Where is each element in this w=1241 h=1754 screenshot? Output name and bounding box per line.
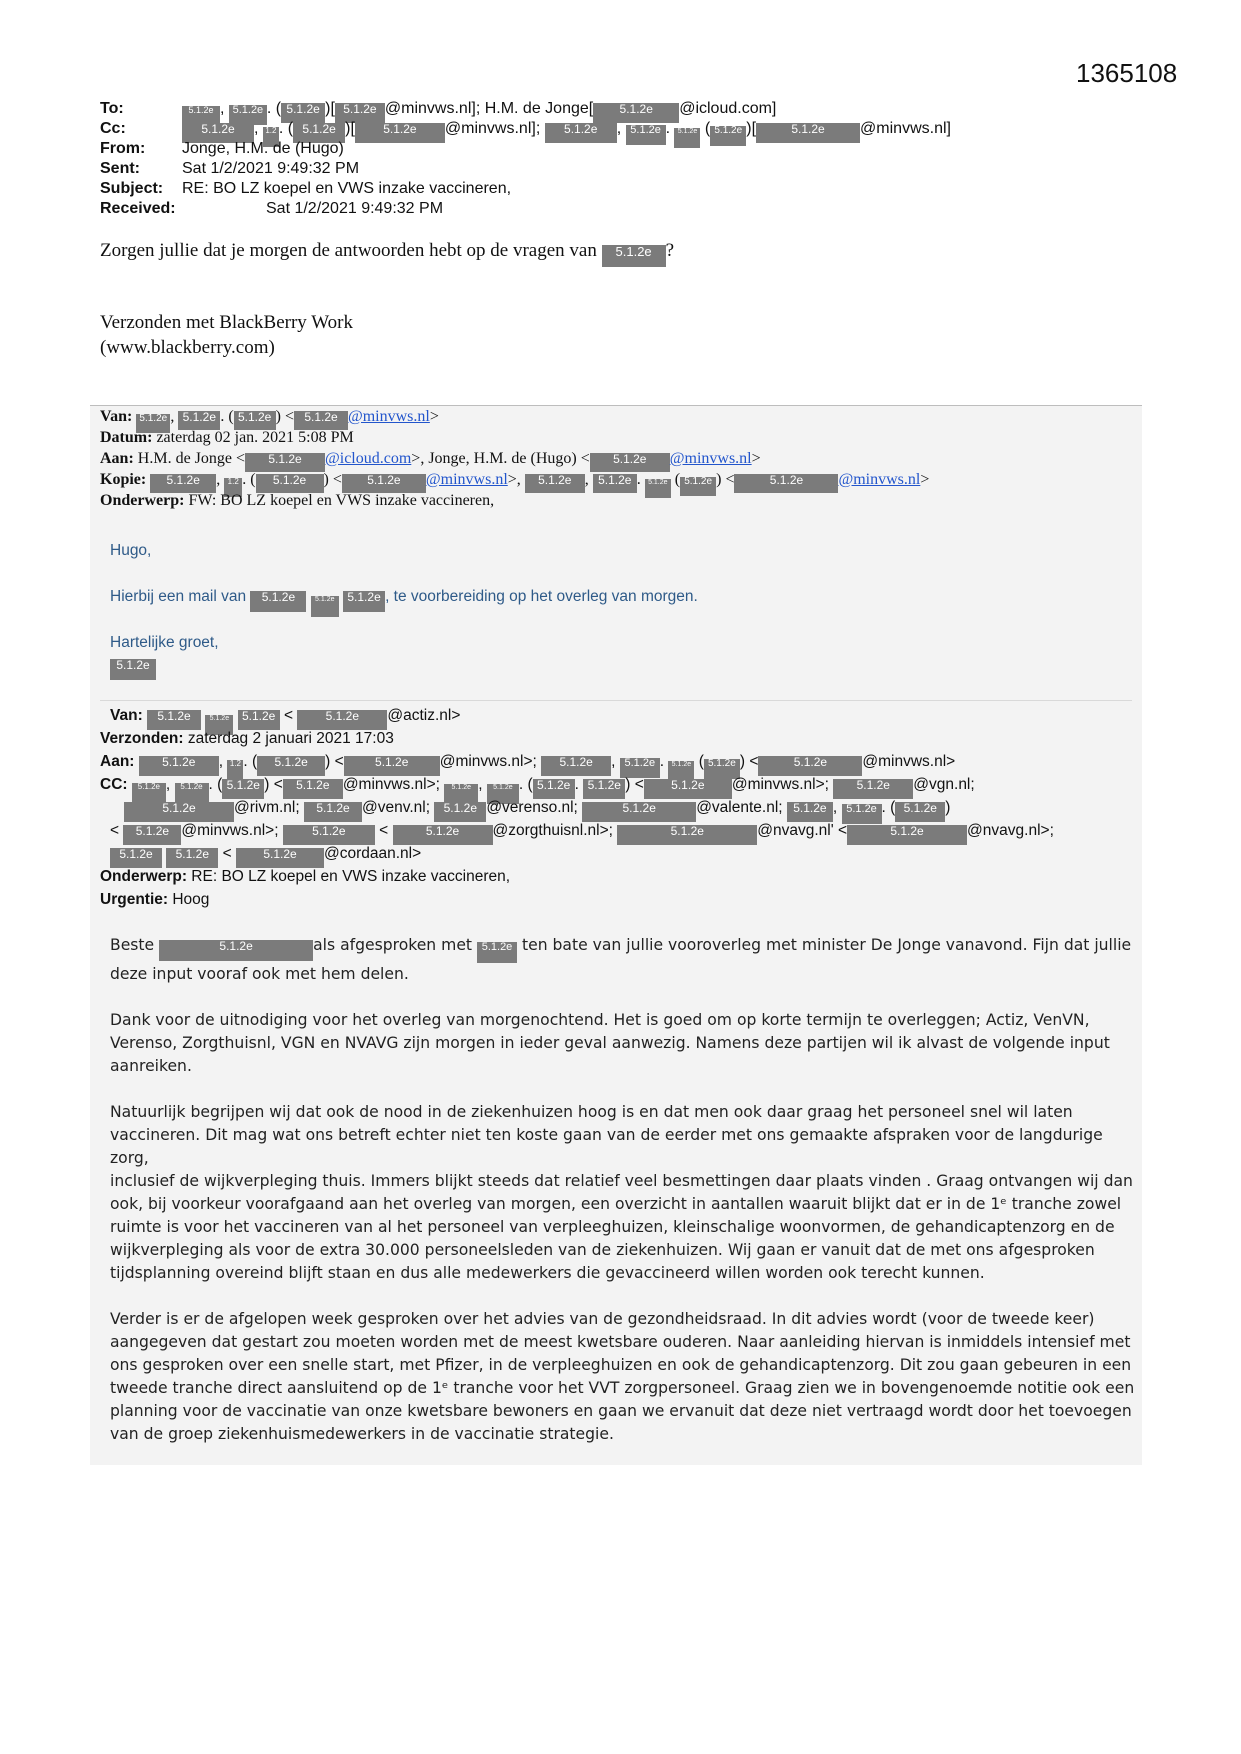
orig-cc-row-2: 5.1.2e @rivm.nl; 5.1.2e @venv.nl; 5.1.2e @verenso.nl; 5.1.2e @valente.nl; 5.1.2e , 5.1.2e . ( 5.1.2e ) [124,799,950,824]
redaction-box: 5.1.2e [132,783,166,803]
redaction-box: 5.1.2e [283,779,343,799]
redaction-box: 5.1.2e [256,474,324,493]
redaction-box: 5.1.2e [343,591,385,612]
redaction-box: 5.1.2e [758,756,862,776]
redaction-box: 5.1.2e [842,804,882,824]
redaction-box: 5.1.2e [895,802,945,822]
to-value: 5.1.2e , 5.1.2e . ( 5.1.2e )[ 5.1.2e @minvws.nl]; H.M. de Jonge[ 5.1.2e @icloud.com] [182,100,776,126]
orig-cc-row-1: CC: 5.1.2e , 5.1.2e . ( 5.1.2e ) < 5.1.2e @minvws.nl>; 5.1.2e , 5.1.2e . ( 5.1.2e . 5.1.2e ) < 5.1.2e @minvws.nl>; 5.1.2e @vgn.nl; [100,776,975,804]
redaction-box: 5.1.2e [583,779,625,799]
redaction-box: 5.1.2e [147,710,201,730]
paragraph-3-line: wijkverpleging als voor de extra 30.000 personeelsleden van de ziekenhuizen. Wij gaan er vanuit dat de met ons afgesproken [110,1241,1095,1259]
redaction-box: 5.1.2e [434,802,486,822]
redaction-box: 5.1.2e [234,411,276,430]
subject-label: Subject: [100,180,164,197]
redaction-box: 5.1.2e [344,756,440,776]
sent-label: Sent: [100,160,140,177]
redaction-box: 5.1.2e [166,848,218,868]
redaction-box: 5.1.2e [205,715,233,735]
redaction-box: 5.1.2e [626,125,666,145]
paragraph-3 [110,1101,1140,1285]
cc-value: 5.1.2e , 1.2 . ( 5.1.2e )[ 5.1.2e @minvws.nl]; 5.1.2e , 5.1.2e . 5.1.2e ( 5.1.2e )[ 5.1.2e @minvws.nl] [182,120,951,148]
redaction-box: 5.1.2e [182,123,254,143]
redaction-box: 5.1.2e [477,942,517,963]
redaction-box: 1.2 [263,127,279,147]
redaction-box: 5.1.2e [222,779,264,799]
redaction-box: 5.1.2e [674,128,700,148]
redaction-box: 5.1.2e [533,779,575,799]
from-value: Jonge, H.M. de (Hugo) [182,140,344,157]
redaction-box: 5.1.2e [178,411,220,430]
redaction-box: 5.1.2e [110,659,156,680]
redaction-box: 5.1.2e [175,783,209,803]
redaction-box: 5.1.2e [644,779,732,799]
orig-urgentie-row: Urgentie: Hoog [100,891,210,908]
redaction-box: 5.1.2e [787,802,833,822]
paragraph-3-line: ook, bij voorkeur voorafgaand aan het overleg van morgen, een overzicht in aantallen waaruit blijkt dat er in de 1ᵉ tranche zowel [110,1195,1122,1213]
redaction-box: 5.1.2e [487,784,519,804]
redaction-box: 5.1.2e [281,103,325,123]
orig-van-row: Van: 5.1.2e 5.1.2e 5.1.2e < 5.1.2e @actiz.nl> [110,707,460,735]
signature-line-2: (www.blackberry.com) [100,337,275,358]
redaction-box: 5.1.2e [123,825,181,845]
redaction-box: 5.1.2e [833,779,913,799]
redaction-box: 5.1.2e [355,123,445,143]
redaction-box: 5.1.2e [602,245,666,267]
redaction-box: 5.1.2e [139,756,219,776]
paragraph-1: Beste 5.1.2e als afgesproken met 5.1.2e ten bate van jullie vooroverleg met minister De Jonge vanavond. Fijn dat jullie [110,934,1140,963]
to-label: To: [100,100,124,117]
fw-greeting: Hugo, [110,542,152,559]
subject-value: RE: BO LZ koepel en VWS inzake vaccineren, [182,180,512,197]
redaction-box: 5.1.2e [297,710,387,730]
orig-onderwerp-row: Onderwerp: RE: BO LZ koepel en VWS inzake vaccineren, [100,868,511,885]
paragraph-4-line: tweede tranche direct aansluitend op de 1ᵉ tranche voor het VVT zorgpersoneel. Graag zien we in bovengenoemde notitie ook een [110,1379,1135,1397]
received-value: Sat 1/2/2021 9:49:32 PM [266,200,444,217]
divider-line [90,405,1142,406]
fw-kopie-row: Kopie: 5.1.2e , 1.2 . ( 5.1.2e ) < 5.1.2e @minvws.nl>, 5.1.2e , 5.1.2e . 5.1.2e ( 5.1.2e ) < 5.1.2e @minvws.nl> [100,471,929,498]
redaction-box: 5.1.2e [734,474,838,493]
redaction-box: 5.1.2e [342,474,426,493]
redaction-box: 5.1.2e [444,784,478,804]
redaction-box: 5.1.2e [236,848,324,868]
paragraph-4-line: aangegeven dat gestart zou moeten worden met de meest kwetsbare ouderen. Naar aanleiding hiervan is inmiddels intensief met [110,1333,1131,1351]
redaction-box: 5.1.2e [620,758,660,778]
received-label: Received: [100,200,176,217]
redaction-box: 5.1.2e [590,453,670,472]
redaction-box: 5.1.2e [541,756,611,776]
divider-line [100,700,1132,701]
fw-van-row: Van: 5.1.2e , 5.1.2e . ( 5.1.2e ) < 5.1.2e @minvws.nl> [100,408,439,433]
redaction-box: 5.1.2e [304,802,362,822]
orig-cc-row-3: < 5.1.2e @minvws.nl>; 5.1.2e < 5.1.2e @zorgthuisnl.nl>; 5.1.2e @nvavg.nl' < 5.1.2e @nvavg.nl>; [110,822,1054,845]
orig-verzonden-row: Verzonden: zaterdag 2 januari 2021 17:03 [100,730,394,747]
redaction-box: 5.1.2e [645,479,671,498]
redaction-box: 5.1.2e [293,123,345,143]
redaction-box: 5.1.2e [294,411,348,430]
redaction-box: 5.1.2e [257,756,325,776]
paragraph-1-line-2: deze input vooraf ook met hem delen. [110,965,409,983]
from-label: From: [100,140,146,157]
redaction-box: 5.1.2e [335,103,385,123]
paragraph-4-line: planning voor de vaccinatie van onze kwetsbare bewoners en gaan we ervanuit dat deze niet vertraagd wordt door het toevoegen [110,1402,1132,1420]
redaction-box: 5.1.2e [311,596,339,617]
redaction-box: 1.2 [224,478,242,497]
redaction-box: 5.1.2e [525,474,585,493]
redaction-box: 5.1.2e [124,802,234,822]
paragraph-3-line: vaccineren. Dit mag wat ons betreft echter niet ten koste gaan van de eerder met ons gemaakte afspraken voor de langdurige zorg, [110,1126,1103,1167]
orig-body [110,934,1140,1446]
redaction-box: 5.1.2e [593,474,637,493]
cc-label: Cc: [100,120,126,137]
redaction-box: 5.1.2e [756,123,860,143]
sent-value: Sat 1/2/2021 9:49:32 PM [182,160,360,177]
redaction-box: 5.1.2e [229,105,267,125]
redaction-box: 5.1.2e [182,106,220,126]
redaction-box: 5.1.2e [150,474,216,493]
orig-cc-row-4: 5.1.2e 5.1.2e < 5.1.2e @cordaan.nl> [110,845,421,868]
paragraph-2-line: aanreiken. [110,1057,192,1075]
signature-line-1: Verzonden met BlackBerry Work [100,312,353,333]
paragraph-2-line: Dank voor de uitnodiging voor het overleg van morgenochtend. Het is goed om op korte termijn te overleggen; Actiz, VenVN, [110,1011,1090,1029]
redaction-box: 5.1.2e [704,759,740,779]
redaction-box: 1.2 [227,760,243,780]
redaction-box: 5.1.2e [245,453,325,472]
redaction-box: 5.1.2e [668,761,694,781]
paragraph-4-line: ons gesproken over een snelle start, met Pfizer, in de verpleeghuizen en ook de gehandicaptenzorg. Dit zou gaan gebeuren in een [110,1356,1132,1374]
redaction-box: 5.1.2e [617,825,757,845]
redaction-box: 5.1.2e [593,103,679,123]
redaction-box: 5.1.2e [250,591,306,612]
fw-datum-row: Datum: zaterdag 02 jan. 2021 5:08 PM [100,429,354,446]
paragraph-4-line: van de groep ziekenhuismedewerkers in de vaccinatie strategie. [110,1425,614,1443]
redaction-box: 5.1.2e [393,825,493,845]
paragraph-3-line: tijdsplanning overeind blijft staan en dus alle medewerkers die gevaccineerd willen worden ook terecht kunnen. [110,1264,985,1282]
redaction-box: 5.1.2e [159,940,313,961]
redaction-box: 5.1.2e [136,414,170,433]
redaction-box: 5.1.2e [283,825,375,845]
redaction-box: 5.1.2e [680,477,716,496]
redaction-box: 5.1.2e [847,825,967,845]
paragraph-4 [110,1308,1140,1446]
fw-intro-line: Hierbij een mail van 5.1.2e 5.1.2e 5.1.2e , te voorbereiding op het overleg van morgen. [110,588,698,617]
paragraph-2-line: Verenso, Zorgthuisnl, VGN en NVAVG zijn morgen in ieder geval aanwezig. Namens deze partijen wil ik alvast de volgende input [110,1034,1110,1052]
redaction-box: 5.1.2e [545,123,617,143]
redaction-box: 5.1.2e [710,126,746,146]
paragraph-3-line: ruimte is voor het vaccineren van al het personeel van verpleeghuizen, kleinschalige woonvormen, de gehandicaptenzorg en de [110,1218,1115,1236]
paragraph-2 [110,1009,1140,1078]
redaction-box: 5.1.2e [582,802,696,822]
reply-body: Zorgen jullie dat je morgen de antwoorden hebt op de vragen van 5.1.2e ? [100,240,674,267]
fw-signature-redaction [110,656,156,680]
paragraph-3-line: inclusief de wijkverpleging thuis. Immers blijkt steeds dat relatief veel besmettingen daar plaats vinden . Graag ontvangen wij dan [110,1172,1133,1190]
document-id: 1365108 [1076,58,1178,88]
fw-aan-row: Aan: H.M. de Jonge < 5.1.2e @icloud.com>, Jonge, H.M. de (Hugo) < 5.1.2e @minvws.nl> [100,450,761,472]
fw-onderwerp-row: Onderwerp: FW: BO LZ koepel en VWS inzake vaccineren, [100,492,495,509]
redaction-box: 5.1.2e [110,848,162,868]
redaction-box: 5.1.2e [238,710,280,730]
paragraph-4-line: Verder is er de afgelopen week gesproken over het advies van de gezondheidsraad. In dit advies wordt (voor de tweede keer) [110,1310,1095,1328]
orig-aan-row: Aan: 5.1.2e , 1.2 . ( 5.1.2e ) < 5.1.2e @minvws.nl>; 5.1.2e , 5.1.2e . 5.1.2e ( 5.1.2e ) < 5.1.2e @minvws.nl> [100,753,955,781]
paragraph-3-line: Natuurlijk begrijpen wij dat ook de nood in de ziekenhuizen hoog is en dat men ook daar graag het personeel snel wil laten [110,1103,1073,1121]
fw-closing: Hartelijke groet, [110,634,219,651]
